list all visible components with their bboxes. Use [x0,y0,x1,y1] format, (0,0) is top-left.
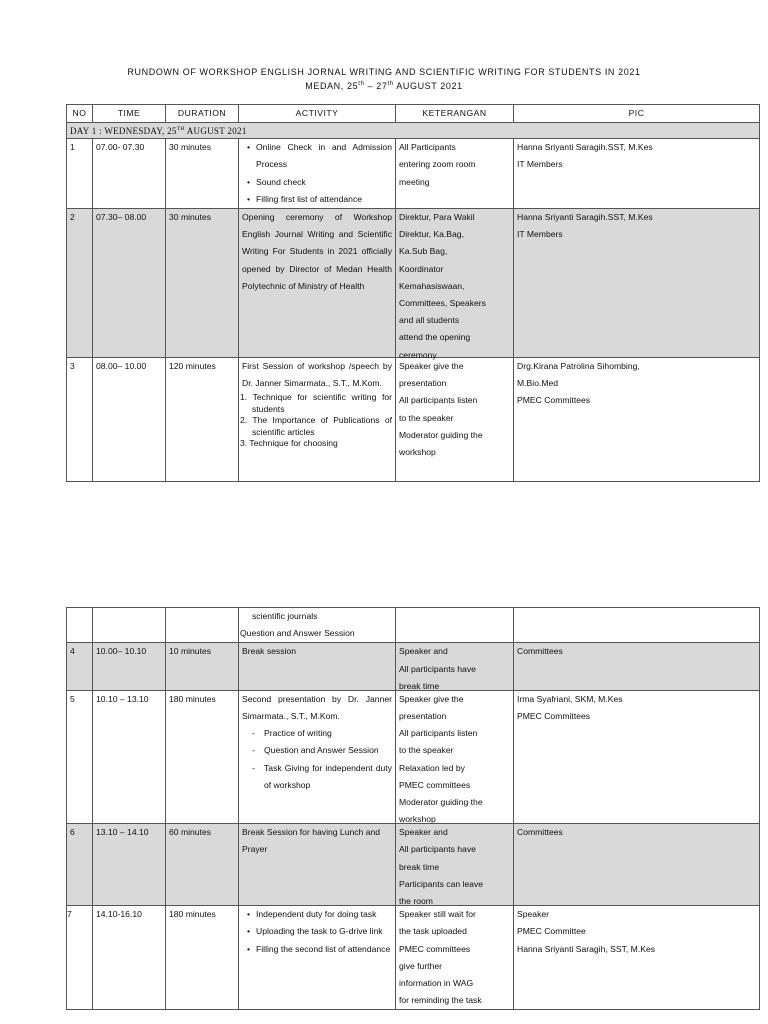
row-activity [239,906,396,1010]
table-row-continued [67,608,760,643]
table-row [67,906,760,1010]
row-activity: Break session [239,643,396,690]
header-duration: DURATION [166,105,239,123]
table-row [67,824,760,906]
row-activity: Break Session for having Lunch and Prayer [239,824,396,906]
activity-item: - Practice of writing [242,725,392,742]
rundown-table-page-1 [66,104,760,482]
table-row [67,139,760,209]
row-activity [239,139,396,209]
rundown-table-page-2 [66,607,760,1010]
row-time: 07.00- 07.30 [93,139,166,209]
row-no: 3 [67,358,93,482]
table-row [67,358,760,482]
activity-item: - Task Giving for independent duty of workshop [242,760,392,790]
row-duration: 120 minutes [166,358,239,482]
row-keterangan: Speaker and All participants have break time [396,643,514,690]
row-activity: First Session of workshop /speech by Dr. Janner Simarmata., S.T., M.Kom. 1. Technique for scientific writing for students 2. The Importance of Publications of scientific articles 3. Technique for choosing [239,358,396,482]
row-keterangan: Speaker give the presentation All participants listen to the speaker Moderator guiding the workshop [396,358,514,482]
row-duration: 180 minutes [166,690,239,823]
activity-item: • Filling first list of attendance [242,191,392,208]
row-activity: Opening ceremony of Workshop English Journal Writing and Scientific Writing For Students in 2021 officially opened by Director of Medan Health Polytechnic of Ministry of Health [239,209,396,358]
activity-item: 2. The Importance of Publications of scientific articles [240,415,392,437]
row-keterangan: Speaker give the presentation All participants listen to the speaker Relaxation led by PMEC committees Moderator guiding the workshop [396,690,514,823]
row-time: 07.30– 08.00 [93,209,166,358]
row-duration: 10 minutes [166,643,239,690]
row-time: 14.10-16.10 [93,906,166,1010]
header-activity: ACTIVITY [239,105,396,123]
row-activity: scientific journals Question and Answer Session [239,608,396,643]
table-row [67,643,760,690]
table-row [67,209,760,358]
row-activity: Second presentation by Dr. Janner Simarmata., S.T., M.Kom. - Practice of writing - Question and Answer Session - Task Giving for independent duty of workshop [239,690,396,823]
table-header-row [67,105,760,123]
row-duration: 180 minutes [166,906,239,1010]
header-no: NO [67,105,93,123]
activity-item: 3. Technique for choosing [240,438,338,449]
row-pic: Committees [514,643,760,690]
row-pic: Irma Syafriani, SKM, M.Kes PMEC Committees [514,690,760,823]
header-time: TIME [93,105,166,123]
day-heading-row [67,123,760,139]
row-pic: Hanna Sriyanti Saragih.SST, M.Kes IT Members [514,139,760,209]
row-no: 4 [67,643,93,690]
row-no: 6 [67,824,93,906]
title-line-1: RUNDOWN OF WORKSHOP ENGLISH JORNAL WRITING AND SCIENTIFIC WRITING FOR STUDENTS IN 2021 [127,67,641,77]
row-no: 2 [67,209,93,358]
title-line-2: MEDAN, 25th – 27th AUGUST 2021 [305,81,463,91]
row-time: 10.00– 10.10 [93,643,166,690]
day-1-heading: DAY 1 : WEDNESDAY, 25TH AUGUST 2021 [67,123,760,139]
activity-item: - Question and Answer Session [242,742,392,759]
row-keterangan: Speaker still wait for the task uploaded PMEC committees give further information in WAG for reminding the task [396,906,514,1010]
row-keterangan: Speaker and All participants have break time Participants can leave the room [396,824,514,906]
document-title [0,66,768,92]
header-pic: PIC [514,105,760,123]
row-no: 7 [67,906,93,1010]
row-time: 10.10 – 13.10 [93,690,166,823]
activity-item: • Sound check [242,174,392,191]
table-row [67,690,760,823]
row-duration: 30 minutes [166,209,239,358]
header-keterangan: KETERANGAN [396,105,514,123]
row-time: 13.10 – 14.10 [93,824,166,906]
activity-item: • Filling the second list of attendance [242,941,392,958]
row-no: 1 [67,139,93,209]
activity-item: 1. Technique for scientific writing for students [240,392,392,414]
row-duration: 30 minutes [166,139,239,209]
row-pic: Speaker PMEC Committee Hanna Sriyanti Saragih, SST, M.Kes [514,906,760,1010]
row-pic: Committees [514,824,760,906]
row-keterangan: Direktur, Para Wakil Direktur, Ka.Bag, Ka.Sub Bag, Koordinator Kemahasiswaan, Committees, Speakers and all students attend the opening ceremony [396,209,514,358]
row-pic: Hanna Sriyanti Saragih.SST, M.Kes IT Members [514,209,760,358]
activity-item: • Independent duty for doing task [242,906,392,923]
activity-item: • Uploading the task to G-drive link [242,923,392,940]
row-keterangan: All Participants entering zoom room meeting [396,139,514,209]
row-duration: 60 minutes [166,824,239,906]
row-pic: Drg.Kirana Patrolina Sihombing, M.Bio.Med PMEC Committees [514,358,760,482]
row-no: 5 [67,690,93,823]
row-time: 08.00– 10.00 [93,358,166,482]
activity-item: • Online Check in and Admission Process [242,139,392,173]
